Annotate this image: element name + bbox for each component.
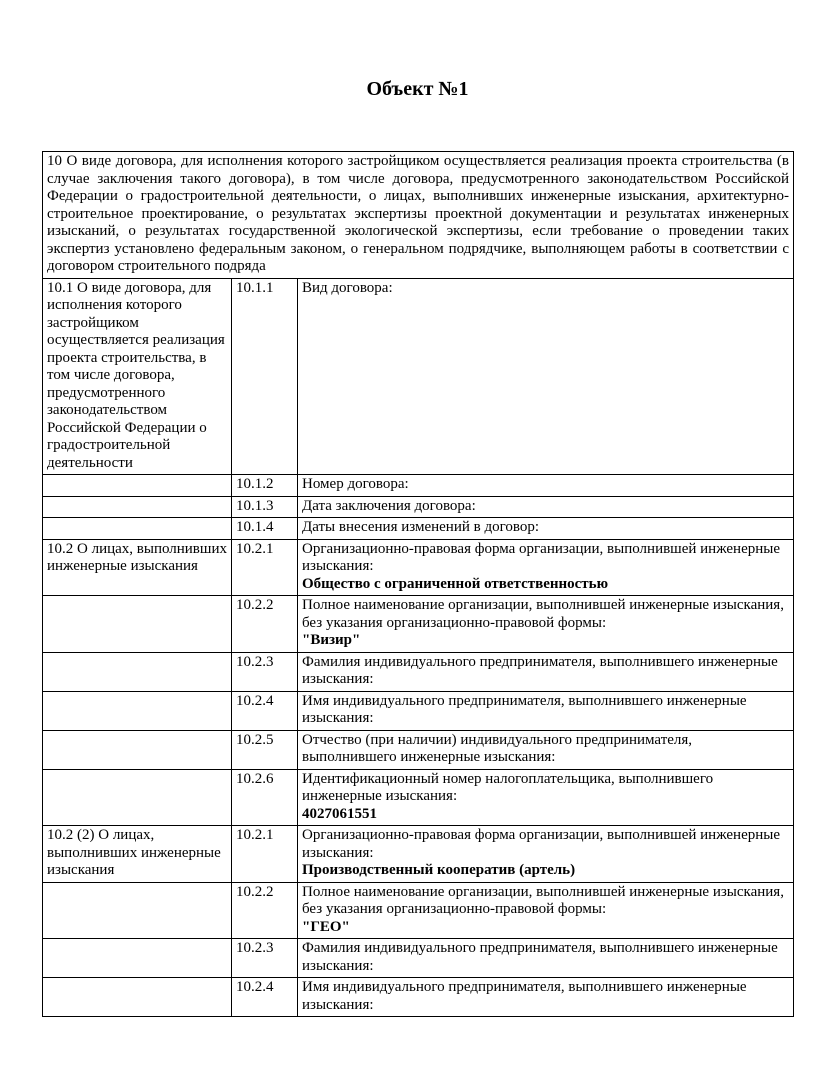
field-cell bbox=[298, 539, 794, 596]
field-label: Организационно-правовая форма организации, выполнившей инженерные изыскания: bbox=[302, 540, 780, 574]
field-label: Фамилия индивидуального предпринимателя, выполнившего инженерные изыскания: bbox=[302, 940, 778, 974]
section-cell bbox=[43, 939, 232, 978]
row-number-cell: 10.2.1 bbox=[232, 826, 298, 883]
field-label: Имя индивидуального предпринимателя, выполнившего инженерные изыскания: bbox=[302, 979, 747, 1013]
table-row bbox=[43, 691, 794, 730]
section-cell bbox=[43, 769, 232, 826]
field-label: Организационно-правовая форма организации, выполнившей инженерные изыскания: bbox=[302, 827, 780, 861]
field-label: Дата заключения договора: bbox=[302, 497, 476, 514]
table-row bbox=[43, 652, 794, 691]
table-body bbox=[43, 278, 794, 1017]
row-number-cell: 10.2.4 bbox=[232, 691, 298, 730]
field-value: "ГЕО" bbox=[302, 918, 350, 935]
field-cell bbox=[298, 596, 794, 653]
row-number-cell: 10.2.3 bbox=[232, 939, 298, 978]
field-cell bbox=[298, 652, 794, 691]
field-cell bbox=[298, 691, 794, 730]
table-row bbox=[43, 278, 794, 475]
table-row bbox=[43, 769, 794, 826]
table-row bbox=[43, 475, 794, 497]
section-cell bbox=[43, 730, 232, 769]
field-value: Общество с ограниченной ответственностью bbox=[302, 575, 609, 592]
field-label: Идентификационный номер налогоплательщика, выполнившего инженерные изыскания: bbox=[302, 770, 714, 804]
field-label: Даты внесения изменений в договор: bbox=[302, 519, 540, 535]
field-cell bbox=[298, 826, 794, 883]
table-header-row bbox=[43, 152, 794, 279]
field-label: Имя индивидуального предпринимателя, выполнившего инженерные изыскания: bbox=[302, 692, 747, 726]
row-number-cell: 10.1.4 bbox=[232, 518, 298, 540]
field-value: 4027061551 bbox=[302, 805, 377, 822]
section-cell bbox=[43, 518, 232, 540]
table-row bbox=[43, 939, 794, 978]
field-cell bbox=[298, 518, 794, 540]
field-cell bbox=[298, 730, 794, 769]
table-row bbox=[43, 978, 794, 1017]
declaration-table bbox=[42, 151, 794, 1017]
field-cell bbox=[298, 475, 794, 497]
table-row bbox=[43, 730, 794, 769]
section-cell bbox=[43, 496, 232, 518]
section-cell bbox=[43, 691, 232, 730]
row-number-cell: 10.2.4 bbox=[232, 978, 298, 1017]
table-row bbox=[43, 596, 794, 653]
field-cell bbox=[298, 496, 794, 518]
section-cell bbox=[43, 652, 232, 691]
section-cell: 10.2 (2) О лицах, выполнивших инженерные изыскания bbox=[43, 826, 232, 883]
page-title: Объект №1 bbox=[366, 78, 469, 100]
row-number-cell: 10.2.5 bbox=[232, 730, 298, 769]
field-label: Отчество (при наличии) индивидуального предпринимателя, выполнившего инженерные изыскания: bbox=[302, 731, 693, 765]
section-cell: 10.2 О лицах, выполнивших инженерные изыскания bbox=[43, 539, 232, 596]
field-value: Производственный кооператив (артель) bbox=[302, 862, 576, 878]
field-label: Полное наименование организации, выполнившей инженерные изыскания, без указания организационно-правовой формы: bbox=[302, 597, 784, 631]
row-number-cell: 10.2.2 bbox=[232, 596, 298, 653]
field-value: "Визир" bbox=[302, 632, 361, 648]
section-10-header: 10 О виде договора, для исполнения которого застройщиком осуществляется реализация проекта строительства (в случае заключения такого договора), в том числе договора, предусмотренного законодательством Российской Федерации о градостроительной деятельности, о лицах, выполнивших инженерные изыскания, архитектурно-строительное проектирование, о результатах экспертизы проектной документации и результатах инженерных изысканий, о результатах государственной экологической экспертизы, если требование о проведении таких экспертиз установлено федеральным законом, о генеральном подрядчике, выполняющем работы в соответствии с договором строительного подряда bbox=[43, 152, 794, 279]
field-cell bbox=[298, 939, 794, 978]
table-row bbox=[43, 518, 794, 540]
row-number-cell: 10.1.2 bbox=[232, 475, 298, 497]
row-number-cell: 10.1.1 bbox=[232, 278, 298, 475]
section-cell bbox=[43, 475, 232, 497]
field-cell bbox=[298, 882, 794, 939]
field-label: Фамилия индивидуального предпринимателя, выполнившего инженерные изыскания: bbox=[302, 653, 778, 687]
field-label: Номер договора: bbox=[302, 476, 409, 492]
table-row bbox=[43, 882, 794, 939]
row-number-cell: 10.1.3 bbox=[232, 496, 298, 518]
section-cell bbox=[43, 596, 232, 653]
section-cell bbox=[43, 978, 232, 1017]
field-cell bbox=[298, 278, 794, 475]
field-cell bbox=[298, 769, 794, 826]
row-number-cell: 10.2.1 bbox=[232, 539, 298, 596]
field-label: Полное наименование организации, выполнившей инженерные изыскания, без указания организационно-правовой формы: bbox=[302, 883, 784, 917]
table-row bbox=[43, 496, 794, 518]
row-number-cell: 10.2.6 bbox=[232, 769, 298, 826]
table-row bbox=[43, 826, 794, 883]
section-cell: 10.1 О виде договора, для исполнения которого застройщиком осуществляется реализация проекта строительства, в том числе договора, предусмотренного законодательством Российской Федерации о градостроительной деятельности bbox=[43, 278, 232, 475]
field-cell bbox=[298, 978, 794, 1017]
row-number-cell: 10.2.3 bbox=[232, 652, 298, 691]
field-label: Вид договора: bbox=[302, 279, 393, 296]
section-cell bbox=[43, 882, 232, 939]
table-row bbox=[43, 539, 794, 596]
row-number-cell: 10.2.2 bbox=[232, 882, 298, 939]
